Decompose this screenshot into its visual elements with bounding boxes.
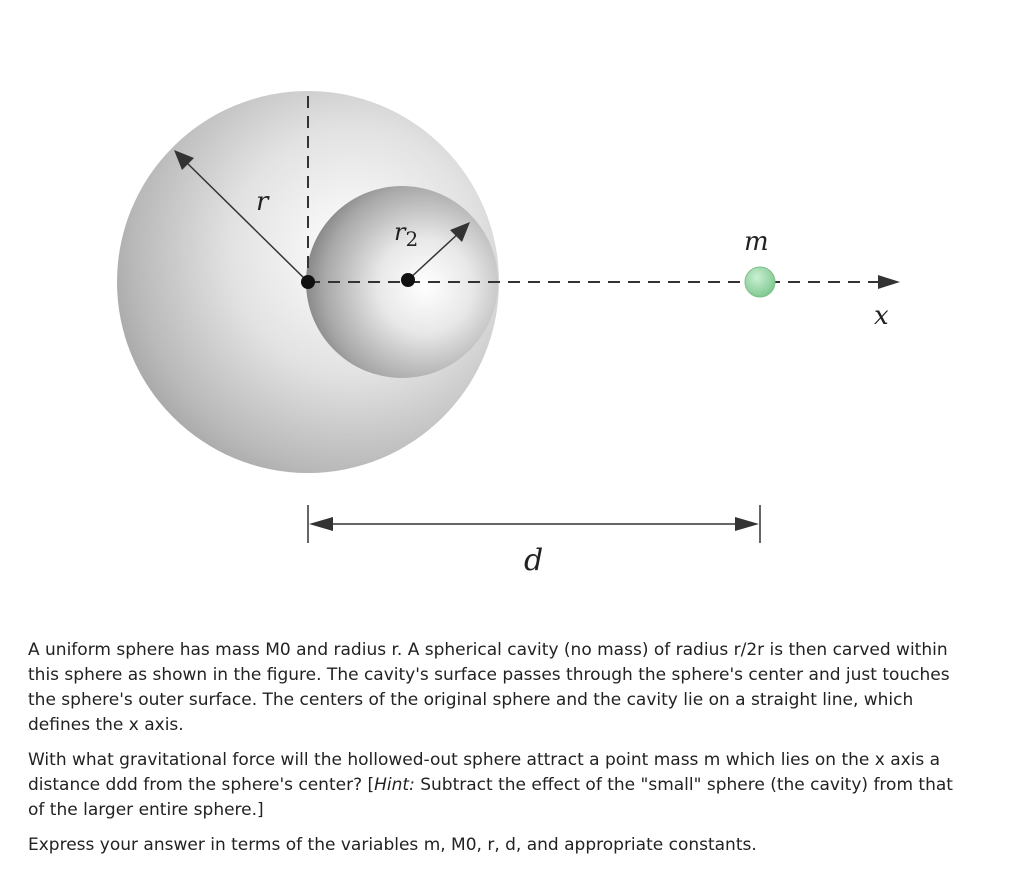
x-axis-arrowhead: [878, 275, 900, 289]
label-x: x: [874, 301, 889, 331]
dimension-arrowhead-right: [735, 517, 759, 531]
label-m: m: [744, 227, 769, 257]
label-r2: $r_2$: [394, 218, 419, 251]
problem-paragraph-2: With what gravitational force will the hollowed-out sphere attract a point mass m which lies on the x axis a distance ddd from the sphere's center? [Hint: Subtract the effect of the "small" sphere (the cavity) from that of the larger entire sphere.]: [28, 750, 953, 820]
hint-label: Hint:: [374, 775, 415, 795]
problem-text: [28, 638, 968, 868]
label-r: r: [256, 187, 269, 217]
dimension-arrowhead-left: [309, 517, 333, 531]
point-mass: [745, 267, 775, 297]
label-d: d: [524, 543, 544, 578]
cavity-center-dot: [401, 273, 415, 287]
sphere-center-dot: [301, 275, 315, 289]
problem-paragraph-3: Express your answer in terms of the variables m, M0, r, d, and appropriate constants.: [28, 835, 757, 855]
problem-paragraph-1: A uniform sphere has mass M0 and radius r. A spherical cavity (no mass) of radius r/2r is then carved within this sphere as shown in the figure. The cavity's surface passes through the sphere's center and just touches the sphere's outer surface. The centers of the original sphere and the cavity lie on a straight line, which defines the x axis.: [28, 640, 950, 735]
